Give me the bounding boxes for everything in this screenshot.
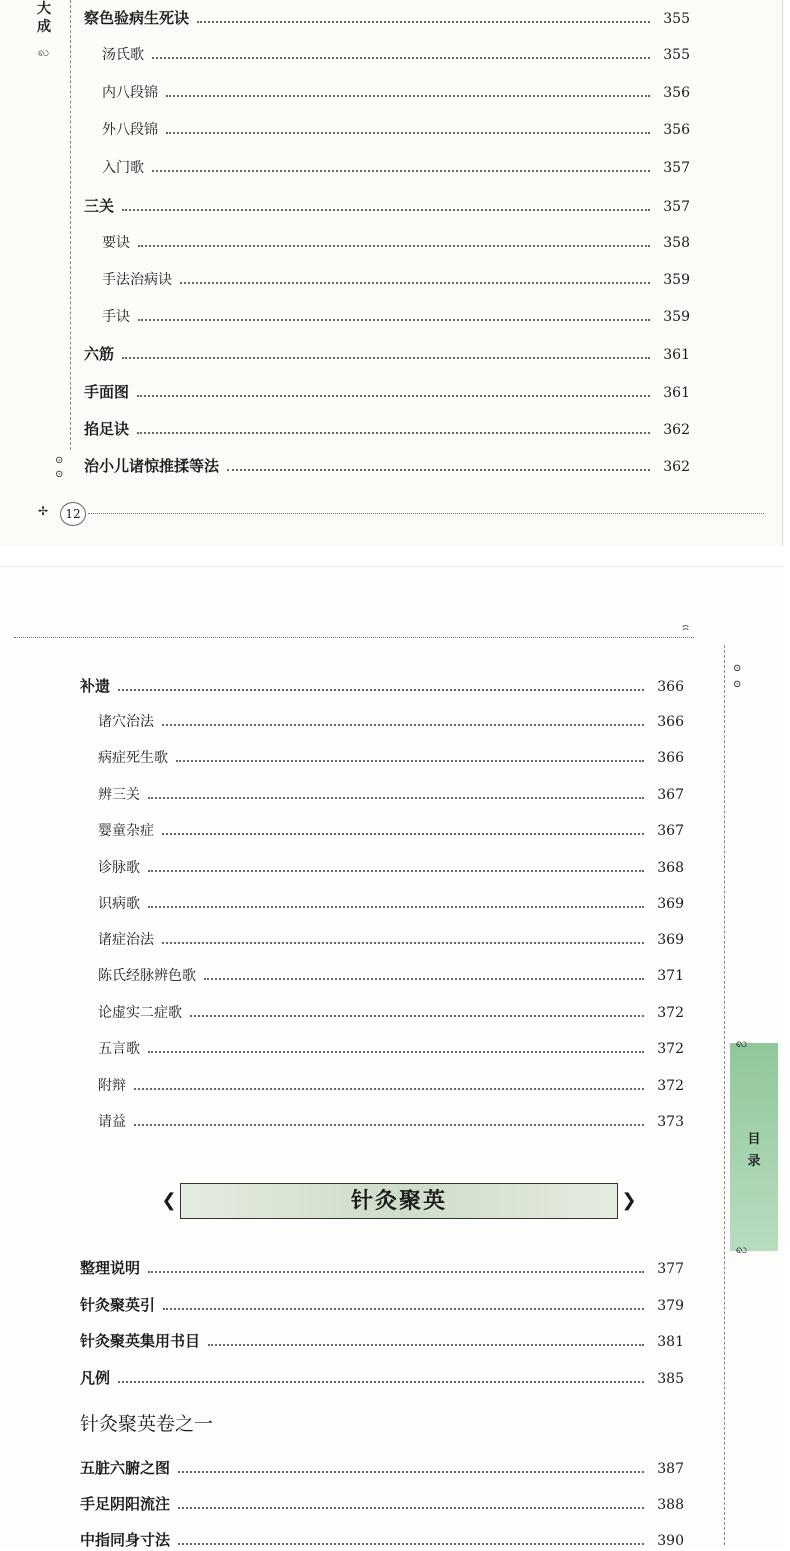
toc-entry-page: 356 [663, 85, 690, 101]
dot-leader [166, 95, 650, 97]
toc-entry-title: 五言歌 [98, 1041, 140, 1057]
toc-entry-page: 366 [657, 679, 684, 695]
toc-entry-title: 中指同身寸法 [80, 1531, 171, 1549]
toc-entry-title: 治小儿诸惊推揉等法 [84, 457, 220, 475]
toc-entry-page: 367 [657, 823, 684, 839]
dot-leader [152, 57, 650, 59]
toc-entry-title: 手面图 [84, 383, 130, 401]
banner-cap-left-icon: ❮ [161, 1190, 177, 1211]
toc-entry [80, 1257, 684, 1279]
page-number: 12 [60, 502, 86, 526]
curl-ornament-icon: ꩮ [736, 1036, 748, 1050]
toc-entry-title: 陈氏经脉辨色歌 [98, 968, 196, 984]
toc-entry-title: 掐足诀 [84, 420, 130, 438]
dot-leader [197, 21, 650, 23]
toc-entry [102, 44, 690, 66]
toc-entry-page: 366 [657, 714, 684, 730]
spine-title: 大成 [37, 1, 51, 35]
toc-entry [98, 820, 684, 842]
toc-entry-page: 362 [663, 459, 690, 475]
dot-leader [204, 978, 644, 980]
toc-entry-title: 内八段锦 [102, 85, 158, 101]
toc-entry-page: 357 [663, 199, 690, 215]
dot-leader [134, 1124, 644, 1126]
margin-rule [70, 0, 71, 450]
dot-leader [148, 1051, 644, 1053]
dot-leader [122, 357, 650, 359]
dot-leader [148, 1271, 644, 1273]
toc-entry-title: 诸穴治法 [98, 714, 154, 730]
dot-leader [176, 760, 644, 762]
dot-leader [118, 1381, 644, 1383]
toc-entry [98, 1038, 684, 1060]
toc-entry-page: 361 [663, 347, 690, 363]
top-page [0, 0, 783, 546]
toc-entry-page: 368 [657, 860, 684, 876]
bottom-page [0, 566, 782, 1547]
toc-entry-page: 361 [663, 385, 690, 401]
toc-entry [102, 269, 690, 291]
toc-entry-title: 六筋 [84, 345, 115, 363]
toc-entry-title: 整理说明 [80, 1259, 141, 1277]
toc-entry-page: 387 [657, 1461, 684, 1477]
side-tab-label: 目录 [747, 1132, 761, 1169]
toc-entry-title: 察色验病生死诀 [84, 9, 190, 27]
dot-leader [148, 906, 644, 908]
dot-leader [190, 1015, 644, 1017]
toc-entry-title: 外八段锦 [102, 122, 158, 138]
toc-entry-title: 手法治病诀 [102, 272, 172, 288]
curl-ornament-icon: ꩮ [38, 45, 50, 59]
section-heading: 针灸聚英卷之一 [80, 1413, 214, 1435]
dot-leader [208, 1344, 644, 1346]
spine-left [0, 0, 60, 500]
circle-dot-ornament-icon: ⊙ ⊙ [733, 663, 742, 690]
toc-entry-page: 377 [657, 1261, 684, 1277]
toc-entry-title: 凡例 [80, 1369, 111, 1387]
toc-entry [84, 7, 690, 29]
toc-entry [102, 82, 690, 104]
toc-entry-page: 390 [657, 1533, 684, 1549]
toc-entry-page: 357 [663, 160, 690, 176]
dot-leader [178, 1471, 644, 1473]
toc-entry-page: 369 [657, 932, 684, 948]
toc-entry [98, 965, 684, 987]
toc-entry [80, 1529, 684, 1551]
toc-entry [80, 675, 684, 697]
footer-rule [88, 513, 764, 514]
toc-entry [98, 784, 684, 806]
toc-entry [84, 343, 690, 365]
dot-leader [178, 1543, 644, 1545]
dot-leader [148, 870, 644, 872]
toc-entry-page: 367 [657, 787, 684, 803]
toc-entry [98, 893, 684, 915]
dot-leader [134, 1088, 644, 1090]
toc-entry [84, 195, 690, 217]
toc-entry-page: 369 [657, 896, 684, 912]
toc-entry [80, 1457, 684, 1479]
toc-entry-title: 辨三关 [98, 787, 140, 803]
toc-entry-page: 373 [657, 1114, 684, 1130]
toc-entry-title: 附辩 [98, 1078, 126, 1094]
toc-entry-page: 388 [657, 1497, 684, 1513]
toc-entry-page: 381 [657, 1334, 684, 1350]
dot-leader [137, 432, 650, 434]
toc-entry-page: 362 [663, 422, 690, 438]
toc-entry-title: 补遗 [80, 677, 111, 695]
toc-entry [98, 929, 684, 951]
dot-leader [152, 170, 650, 172]
dot-leader [138, 245, 650, 247]
section-banner [158, 1183, 640, 1219]
toc-entry-page: 372 [657, 1078, 684, 1094]
toc-entry-title: 三关 [84, 197, 115, 215]
toc-entry [102, 119, 690, 141]
circle-dot-ornament-icon: ⊙ ⊙ [55, 455, 64, 480]
dot-leader [166, 132, 650, 134]
side-tab [730, 1043, 778, 1251]
dot-leader [118, 689, 644, 691]
toc-entry [98, 1075, 684, 1097]
banner-cap-right-icon: ❯ [621, 1190, 637, 1211]
dot-leader [178, 1507, 644, 1509]
toc-entry-title: 针灸聚英集用书目 [80, 1332, 201, 1350]
toc-entry-title: 论虚实二症歌 [98, 1005, 182, 1021]
dot-leader [148, 797, 644, 799]
toc-entry [84, 455, 690, 477]
toc-entry-title: 手诀 [102, 309, 130, 325]
toc-entry-title: 五脏六腑之图 [80, 1459, 171, 1477]
toc-entry-title: 要诀 [102, 235, 130, 251]
margin-rule [724, 645, 725, 1545]
dot-leader [162, 833, 644, 835]
toc-entry-page: 385 [657, 1371, 684, 1387]
toc-entry-title: 针灸聚英引 [80, 1296, 156, 1314]
toc-entry [80, 1493, 684, 1515]
toc-entry [98, 711, 684, 733]
header-rule [14, 637, 694, 638]
banner-title: 针灸聚英 [350, 1188, 447, 1214]
toc-entry-page: 366 [657, 750, 684, 766]
toc-entry [80, 1330, 684, 1352]
toc-entry [98, 857, 684, 879]
footer-ornament-icon: ✢ [38, 504, 49, 518]
toc-entry-page: 356 [663, 122, 690, 138]
toc-entry [80, 1294, 684, 1316]
dot-leader [162, 942, 644, 944]
toc-entry-title: 汤氏歌 [102, 47, 144, 63]
toc-entry-page: 359 [663, 272, 690, 288]
toc-entry-page: 379 [657, 1298, 684, 1314]
toc-entry [98, 1002, 684, 1024]
toc-entry-page: 371 [657, 968, 684, 984]
toc-entry-page: 358 [663, 235, 690, 251]
toc-entry [102, 157, 690, 179]
toc-entry-page: 359 [663, 309, 690, 325]
toc-entry-title: 手足阴阳流注 [80, 1495, 171, 1513]
toc-entry [102, 232, 690, 254]
curl-ornament-icon: ꩮ [736, 1242, 748, 1256]
toc-entry-title: 入门歌 [102, 160, 144, 176]
toc-entry [98, 747, 684, 769]
dot-leader [180, 282, 650, 284]
toc-entry-page: 372 [657, 1005, 684, 1021]
toc-entry [84, 381, 690, 403]
toc-entry [102, 306, 690, 328]
toc-entry-page: 355 [663, 11, 690, 27]
dot-leader [227, 469, 650, 471]
toc-entry-title: 病症死生歌 [98, 750, 168, 766]
toc-entry [84, 418, 690, 440]
toc-entry-page: 372 [657, 1041, 684, 1057]
toc-entry-title: 诸症治法 [98, 932, 154, 948]
dot-leader [138, 319, 650, 321]
toc-entry [98, 1111, 684, 1133]
dot-leader [122, 209, 650, 211]
toc-entry-title: 婴童杂症 [98, 823, 154, 839]
dot-leader [163, 1308, 644, 1310]
dot-leader [162, 724, 644, 726]
toc-entry-page: 355 [663, 47, 690, 63]
toc-entry-title: 诊脉歌 [98, 860, 140, 876]
toc-entry-title: 识病歌 [98, 896, 140, 912]
toc-entry [80, 1367, 684, 1389]
toc-entry-title: 请益 [98, 1114, 126, 1130]
dot-leader [137, 395, 650, 397]
